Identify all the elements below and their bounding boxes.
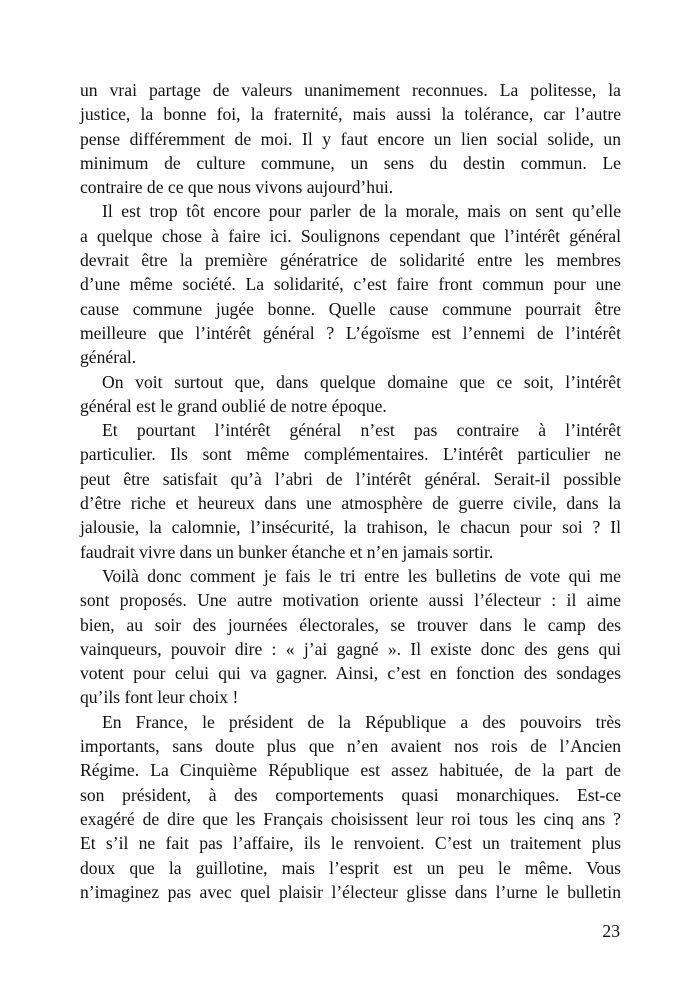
- text-line: particulier. Ils sont même complémentaires. L’intérêt particulier ne: [80, 444, 621, 465]
- text-line: un vrai partage de valeurs unanimement reconnues. La politesse, la: [80, 80, 621, 100]
- text-line: minimum de culture commune, un sens du destin commun. Le: [80, 152, 621, 173]
- text-line: bien, au soir des journées électorales, se trouver dans le camp des: [80, 614, 621, 635]
- text-line: a quelque chose à faire ici. Soulignons cependant que l’intérêt général: [80, 225, 621, 246]
- text-line: contraire de ce que nous vivons aujourd’hui.: [80, 177, 394, 198]
- text-line: son président, à des comportements quasi monarchiques. Est-ce: [80, 784, 621, 805]
- text-line: Et s’il ne fait pas l’affaire, ils le renvoient. C’est un traitement plus: [80, 833, 621, 854]
- page-number: 23: [602, 921, 620, 941]
- paragraph: [80, 199, 621, 369]
- paragraph: [80, 78, 621, 199]
- text-line: faudrait vivre dans un bunker étanche et n’en jamais sortir.: [80, 541, 494, 562]
- paragraph: [80, 564, 621, 710]
- page-body: [80, 78, 621, 904]
- text-line: meilleure que l’intérêt général ? L’égoïsme est l’ennemi de l’intérêt: [80, 322, 621, 343]
- text-line: Il est trop tôt encore pour parler de la morale, mais on sent qu’elle: [102, 201, 621, 222]
- text-line: justice, la bonne foi, la fraternité, mais aussi la tolérance, car l’autre: [80, 104, 621, 125]
- text-line: d’être riche et heureux dans une atmosphère de guerre civile, dans la: [80, 493, 621, 514]
- text-line: Et pourtant l’intérêt général n’est pas contraire à l’intérêt: [102, 420, 621, 441]
- text-line: général.: [80, 347, 137, 368]
- text-line: exagéré de dire que les Français choisissent leur roi tous les cinq ans ?: [80, 808, 621, 829]
- text-line: cause commune jugée bonne. Quelle cause commune pourrait être: [80, 298, 621, 319]
- paragraph: [80, 710, 621, 904]
- paragraph: [80, 418, 621, 564]
- text-line: Voilà donc comment je fais le tri entre les bulletins de vote qui me: [102, 565, 621, 586]
- text-line: qu’ils font leur choix !: [80, 687, 239, 708]
- text-line: pense différemment de moi. Il y faut encore un lien social solide, un: [80, 128, 621, 149]
- paragraph: [80, 370, 621, 419]
- text-line: d’une même société. La solidarité, c’est faire front commun pour une: [80, 274, 621, 295]
- text-line: n’imaginez pas avec quel plaisir l’électeur glisse dans l’urne le bulletin: [80, 881, 621, 902]
- text-line: vainqueurs, pouvoir dire : « j’ai gagné ». Il existe donc des gens qui: [80, 638, 621, 659]
- text-line: sont proposés. Une autre motivation oriente aussi l’électeur : il aime: [80, 590, 621, 611]
- text-line: doux que la guillotine, mais l’esprit est un peu le même. Vous: [80, 857, 621, 878]
- text-line: jalousie, la calomnie, l’insécurité, la trahison, le chacun pour soi ? Il: [80, 517, 621, 538]
- text-line: importants, sans doute plus que n’en avaient nos rois de l’Ancien: [80, 736, 621, 757]
- text-line: On voit surtout que, dans quelque domaine que ce soit, l’intérêt: [102, 371, 621, 392]
- text-line: général est le grand oublié de notre époque.: [80, 395, 387, 416]
- text-line: En France, le président de la République a des pouvoirs très: [102, 711, 621, 732]
- text-line: votent pour celui qui va gagner. Ainsi, c’est en fonction des sondages: [80, 663, 621, 684]
- text-line: devrait être la première génératrice de solidarité entre les membres: [80, 250, 621, 271]
- text-line: Régime. La Cinquième République est assez habituée, de la part de: [80, 760, 621, 781]
- text-line: peut être satisfait qu’à l’abri de l’intérêt général. Serait-il possible: [80, 468, 621, 489]
